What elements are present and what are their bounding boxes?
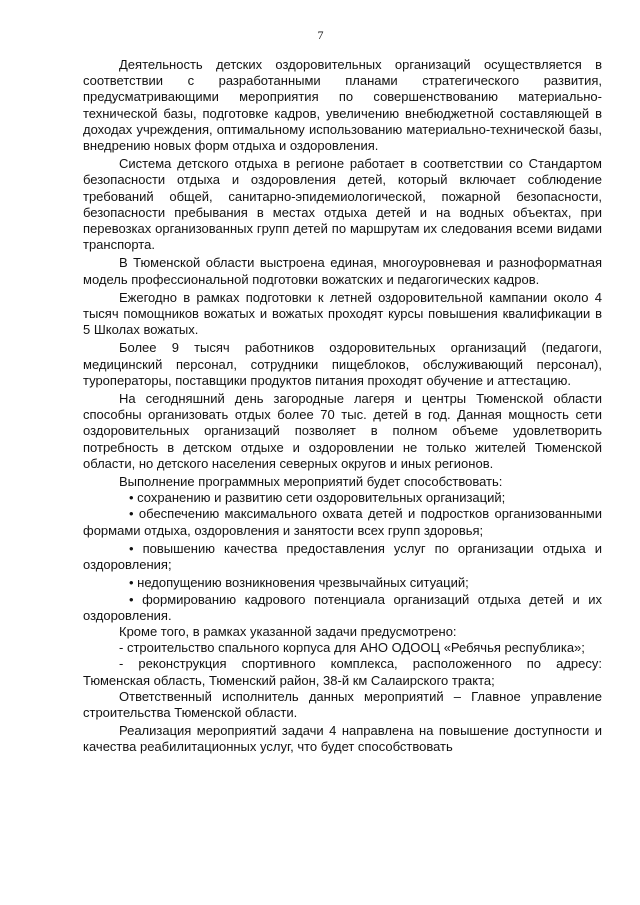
page-number: 7 bbox=[317, 28, 324, 42]
bullet-item: • повышению качества предоставления услуг по организации отдыха и оздоровления; bbox=[83, 540, 602, 573]
dash-item: - реконструкция спортивного комплекса, расположенного по адресу: Тюменская область, Тюменский район, 38-й км Салаирского тракта; bbox=[83, 656, 602, 688]
dash-item: - строительство спального корпуса для АНО ОДООЦ «Ребячья республика»; bbox=[119, 640, 585, 656]
bullet-item: • обеспечению максимального охвата детей и подростков организованными формами отдыха, оздоровления и занятости всех групп здоровья; bbox=[83, 506, 602, 538]
paragraph-capacity: На сегодняшний день загородные лагеря и центры Тюменской области способны организовать отдых более 70 тыс. детей в год. Данная мощность сети оздоровительных организаций позволяет в полном объеме удовлетворить потребность в детском отдыхе и оздоровлении не только жителей Тюменской области, но детского населения северных округов и иных регионов. bbox=[83, 391, 602, 471]
paragraph-training-model: В Тюменской области выстроена единая, многоуровневая и разноформатная модель профессиональной подготовки вожатских и педагогических кадров. bbox=[83, 255, 602, 287]
bullet-item: • недопущению возникновения чрезвычайных ситуаций; bbox=[129, 575, 469, 591]
paragraph-counselor-courses: Ежегодно в рамках подготовки к летней оздоровительной кампании около 4 тысяч помощников вожатых и вожатых проходят курсы повышения квалификации в 5 Школах вожатых. bbox=[83, 289, 602, 338]
bullet-item: • сохранению и развитию сети оздоровительных организаций; bbox=[129, 490, 506, 506]
paragraph-additional-intro: Кроме того, в рамках указанной задачи предусмотрено: bbox=[119, 623, 457, 639]
paragraph-responsible: Ответственный исполнитель данных мероприятий – Главное управление строительства Тюменской области. bbox=[83, 688, 602, 720]
bullet-item: • формированию кадрового потенциала организаций отдыха детей и их оздоровления. bbox=[83, 591, 602, 623]
paragraph-final: Реализация мероприятий задачи 4 направлена на повышение доступности и качества реабилитационных услуг, что будет способствовать bbox=[83, 723, 602, 755]
paragraph-staff-training: Более 9 тысяч работников оздоровительных организаций (педагоги, медицинский персонал, сотрудники пищеблоков, обслуживающий персонал), туроператоры, поставщики продуктов питания проходят обучение и аттестацию. bbox=[83, 340, 602, 388]
paragraph-program-intro: Выполнение программных мероприятий будет способствовать: bbox=[119, 474, 503, 490]
paragraph-activity: Деятельность детских оздоровительных организаций осуществляется в соответствии с разработанными планами стратегического развития, предусматривающими мероприятия по совершенствованию материально-технической базы, подготовке кадров, увеличению внебюджетной составляющей в доходах учреждения, оптимальному использованию материально-технической базы, внедрению новых форм отдыха и оздоровления. bbox=[83, 57, 602, 154]
paragraph-safety-standard: Система детского отдыха в регионе работает в соответствии со Стандартом безопасности отдыха и оздоровления детей, который включает соблюдение требований общей, санитарно-эпидемиологической, пожарной безопасности, безопасности пребывания в местах отдыха детей и на водных объектах, при перевозках организованных групп детей по маршрутам их следования всеми видами транспорта. bbox=[83, 156, 602, 253]
